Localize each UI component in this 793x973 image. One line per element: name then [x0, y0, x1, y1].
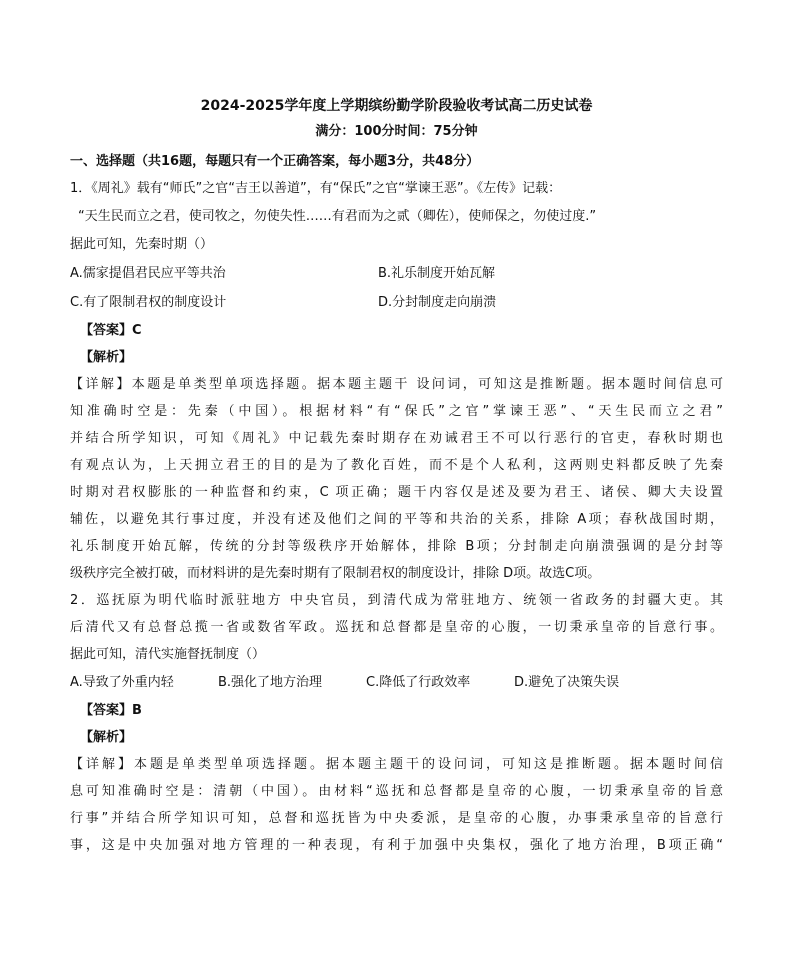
question-1-analysis-label: 【解析】 [80, 350, 133, 365]
question-2-options-row [70, 668, 723, 697]
question-1-detail [70, 371, 723, 587]
question-2-detail [70, 751, 723, 859]
question-1-option-d: D.分封制度走向崩溃 [378, 295, 497, 310]
question-1-detail-line: 知准确时空是：先秦（中国）。根据材料“有“保氏”之官”掌谏王恶”、“天生民而立之君” [70, 404, 723, 419]
question-1-option-a: A.儒家提倡君民应平等共治 [70, 266, 226, 281]
question-2-line-2: 后清代又有总督总揽一省或数省军政。巡抚和总督都是皇帝的心腹，一切秉承皇帝的旨意行事。 [70, 620, 723, 635]
question-2 [70, 587, 723, 859]
question-1-detail-line: 并结合所学知识，可知《周礼》中记载先秦时期存在劝诫君王不可以行恶行的官吏，春秋时期也 [70, 431, 723, 446]
question-2-detail-line: 【详解】本题是单类型单项选择题。据本题主题干的设问词，可知这是推断题。据本题时间信 [70, 757, 723, 772]
question-2-option-d: D.避免了决策失误 [514, 675, 620, 690]
document-title: 2024-2025学年度上学期缤纷勤学阶段验收考试高二历史试卷 [200, 98, 593, 114]
question-2-option-b: B.强化了地方治理 [218, 675, 323, 690]
question-1-option-b: B.礼乐制度开始瓦解 [378, 266, 496, 281]
question-1-line-2: “天生民而立之君，使司牧之，勿使失性……有君而为之贰（卿佐），使师保之，勿使过度.” [78, 209, 597, 224]
question-1-line-3: 据此可知，先秦时期（） [70, 237, 214, 252]
question-1 [70, 175, 723, 587]
question-1-options-row-2 [70, 288, 723, 317]
question-2-detail-line: 行事”并结合所学知识可知，总督和巡抚皆为中央委派，是皇帝的心腹，办事秉承皇帝的旨意行 [70, 811, 723, 826]
question-1-line-1: 1．《周礼》载有“师氏”之官“吉王以善道”，有“保氏”之官“掌谏王恶”。《左传》记载： [70, 181, 562, 196]
document-subtitle: 满分：100分时间：75分钟 [315, 124, 478, 139]
question-1-detail-line: 级秩序完全被打破，而材料讲的是先秦时期有了限制君权的制度设计，排除 D项。故选C项。 [70, 566, 601, 581]
question-1-detail-line: 时期对君权膨胀的一种监督和约束，C 项正确；题干内容仅是述及要为君王、诸侯、卿大夫设置 [70, 485, 723, 500]
question-1-options-row-1 [70, 259, 723, 288]
question-1-detail-line: 辅佐，以避免其行事过度，并没有述及他们之间的平等和共治的关系，排除 A项；春秋战国时期， [70, 512, 723, 527]
question-1-detail-line: 【详解】本题是单类型单项选择题。据本题主题干 设问词，可知这是推断题。据本题时间信息可 [70, 377, 723, 392]
question-2-option-a: A.导致了外重内轻 [70, 675, 174, 690]
question-2-line-1: 2．巡抚原为明代临时派驻地方 中央官员，到清代成为常驻地方、统领一省政务的封疆大吏。其 [70, 593, 723, 608]
question-2-detail-line: 息可知准确时空是：清朝（中国）。由材料“巡抚和总督都是皇帝的心腹，一切秉承皇帝的旨意 [70, 784, 723, 799]
question-1-option-c: C.有了限制君权的制度设计 [70, 295, 227, 310]
question-1-detail-line: 礼乐制度开始瓦解，传统的分封等级秩序开始解体，排除 B项；分封制走向崩溃强调的是分封等 [70, 539, 723, 554]
question-2-line-3: 据此可知，清代实施督抚制度（） [70, 647, 266, 662]
question-2-analysis-label: 【解析】 [80, 730, 133, 745]
section-heading: 一、选择题（共16题，每题只有一个正确答案，每小题3分，共48分） [70, 154, 480, 169]
question-1-answer: 【答案】C [80, 323, 142, 338]
question-1-detail-line: 有观点认为，上天拥立君王的目的是为了教化百姓，而不是个人私利，这两则史料都反映了先秦 [70, 458, 723, 473]
question-2-answer: 【答案】B [80, 703, 142, 718]
question-2-detail-line: 事，这是中央加强对地方管理的一种表现，有利于加强中央集权，强化了地方治理，B项正确“ [70, 838, 723, 853]
question-2-option-c: C.降低了行政效率 [366, 675, 471, 690]
